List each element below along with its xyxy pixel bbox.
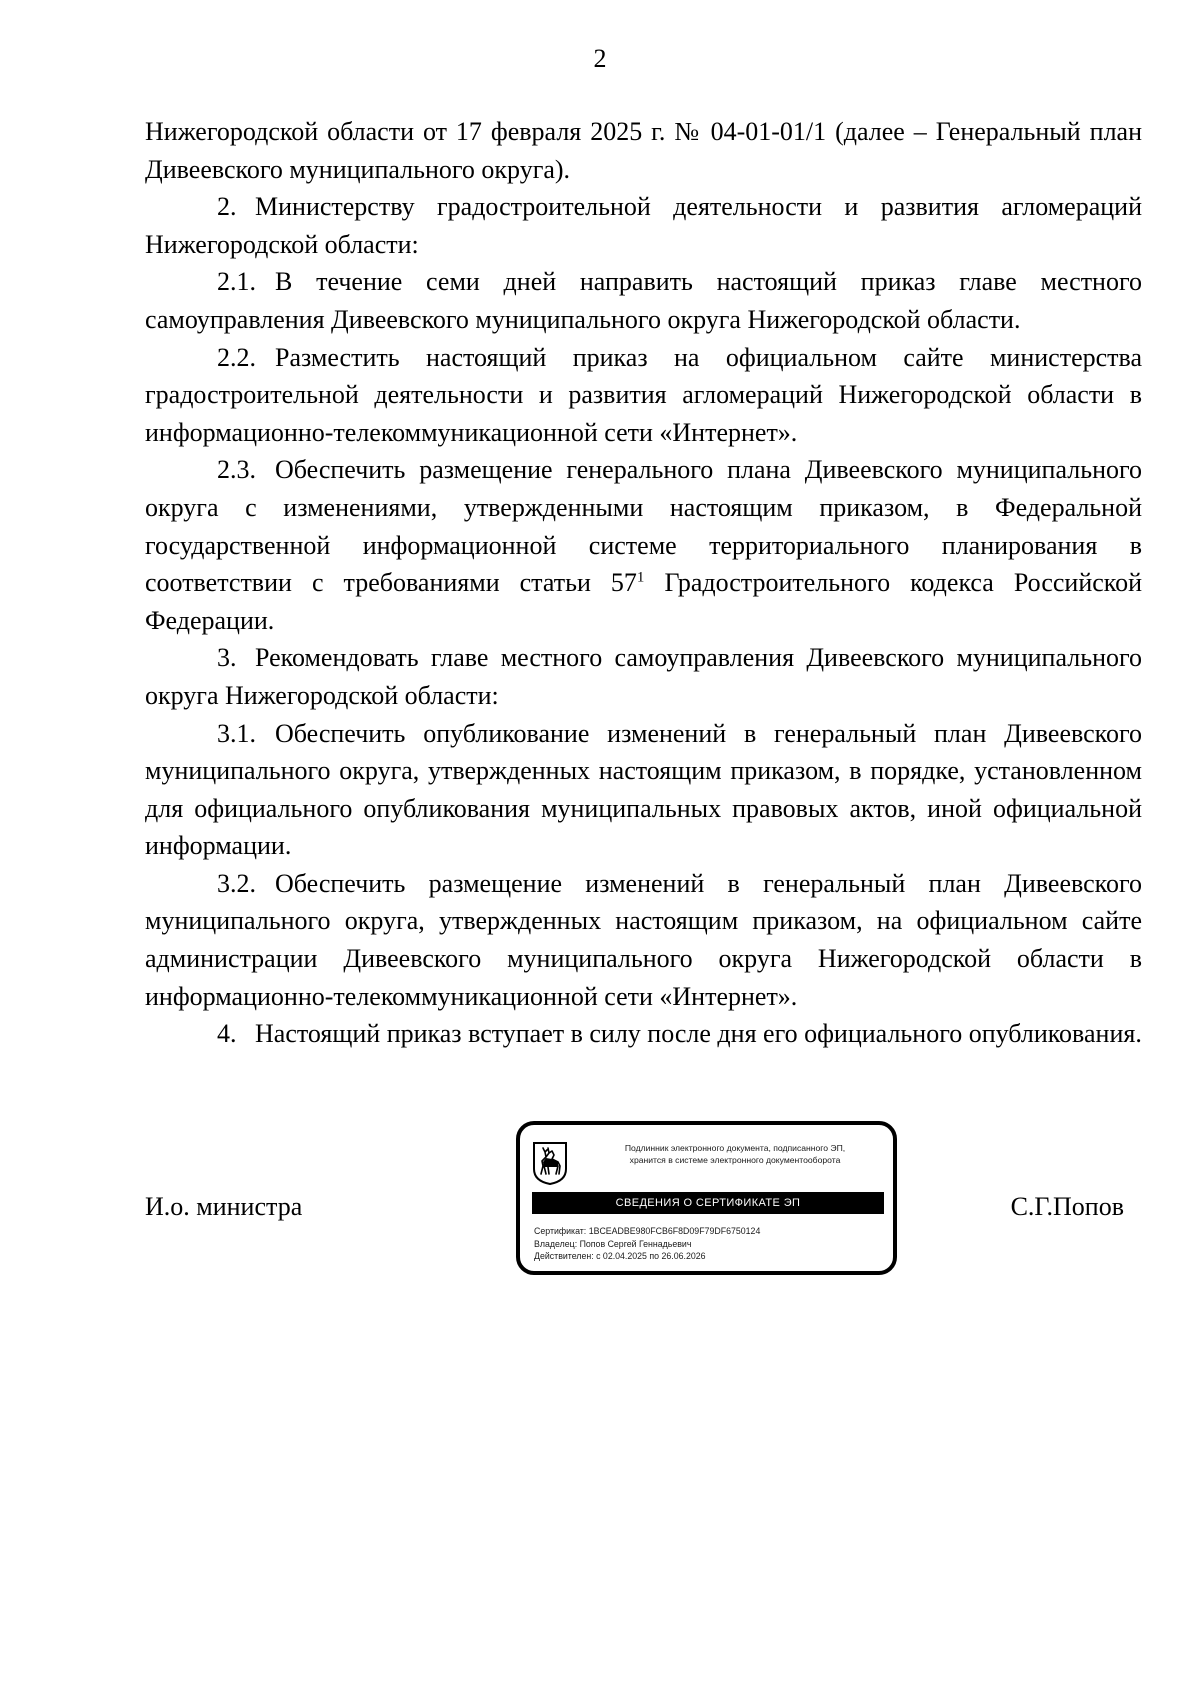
document-body	[145, 113, 1142, 1053]
paragraph-number: 3.2.	[217, 868, 256, 898]
paragraph-number: 3.	[217, 643, 237, 673]
paragraph-number: 2.1.	[217, 267, 256, 297]
paragraph-3-2	[145, 865, 1142, 1015]
paragraph-intro: Нижегородской области от 17 февраля 2025 г. № 04-01-01/1 (далее – Генеральный план Дивеевского муниципального округа).	[145, 117, 1142, 184]
paragraph-4	[145, 1015, 1142, 1053]
paragraph-text: Рекомендовать главе местного самоуправления Дивеевского муниципального округа Нижегородской области:	[145, 643, 1142, 710]
certificate-validity: Действителен: с 02.04.2025 по 26.06.2026	[534, 1251, 706, 1261]
stamp-header-line: Подлинник электронного документа, подписанного ЭП,	[624, 1143, 846, 1153]
paragraph-number: 3.1.	[217, 718, 256, 748]
certificate-details	[534, 1225, 760, 1263]
paragraph-number: 4.	[217, 1019, 237, 1049]
signatory-name: С.Г.Попов	[1010, 1192, 1124, 1221]
superscript-article: 1	[636, 569, 645, 586]
paragraph-text: Разместить настоящий приказ на официальном сайте министерства градостроительной деятельности и развития агломераций Нижегородской области в информационно-телекоммуникационной сети «Интернет».	[145, 342, 1142, 447]
paragraph-text-end: Градостроительного кодекса Российской Федерации.	[145, 568, 1142, 635]
paragraph-2-3	[145, 451, 1142, 639]
paragraph-text: Обеспечить размещение изменений в генеральный план Дивеевского муниципального округа, утвержденных настоящим приказом, на официальном сайте администрации Дивеевского муниципального округа Нижегородской области в информационно-телекоммуникационной сети «Интернет».	[145, 868, 1142, 1011]
paragraph-3-1	[145, 715, 1142, 865]
certificate-owner: Владелец: Попов Сергей Геннадьевич	[534, 1238, 692, 1249]
paragraph-2	[145, 188, 1142, 263]
paragraph-text: Обеспечить размещение генерального плана Дивеевского муниципального округа с изменениями, утвержденными настоящим приказом, в Федеральной государственной информационной системе территориального планирования в соответствии с требованиями статьи 57	[145, 455, 1142, 598]
paragraph-text: В течение семи дней направить настоящий приказ главе местного самоуправления Дивеевского муниципального округа Нижегородской области.	[145, 267, 1142, 334]
paragraph-text: Настоящий приказ вступает в силу после дня его официального опубликования.	[255, 1019, 1142, 1049]
certificate-id: Сертификат: 1BCEADBE980FCB6F8D09F79DF6750124	[534, 1226, 761, 1236]
signatory-position: И.о. министра	[145, 1192, 303, 1221]
paragraph-2-1	[145, 263, 1142, 338]
stamp-header	[580, 1142, 890, 1166]
paragraph-number: 2.2.	[217, 342, 256, 372]
paragraph-text: Министерству градостроительной деятельности и развития агломераций Нижегородской области:	[145, 192, 1142, 259]
paragraph-3	[145, 639, 1142, 714]
paragraph-number: 2.	[217, 192, 237, 222]
certificate-title-bar: СВЕДЕНИЯ О СЕРТИФИКАТЕ ЭП	[532, 1192, 884, 1214]
paragraph-number: 2.3.	[217, 455, 256, 485]
nizhny-novgorod-deer-emblem-icon	[532, 1141, 568, 1185]
electronic-signature-stamp	[516, 1121, 897, 1275]
page-number: 2	[593, 44, 607, 73]
paragraph-text: Обеспечить опубликование изменений в генеральный план Дивеевского муниципального округа, утвержденных настоящим приказом, в порядке, установленном для официального опубликования муниципальных правовых актов, иной официальной информации.	[145, 718, 1142, 861]
paragraph-2-2	[145, 339, 1142, 452]
stamp-header-line: хранится в системе электронного документооборота	[629, 1155, 841, 1165]
